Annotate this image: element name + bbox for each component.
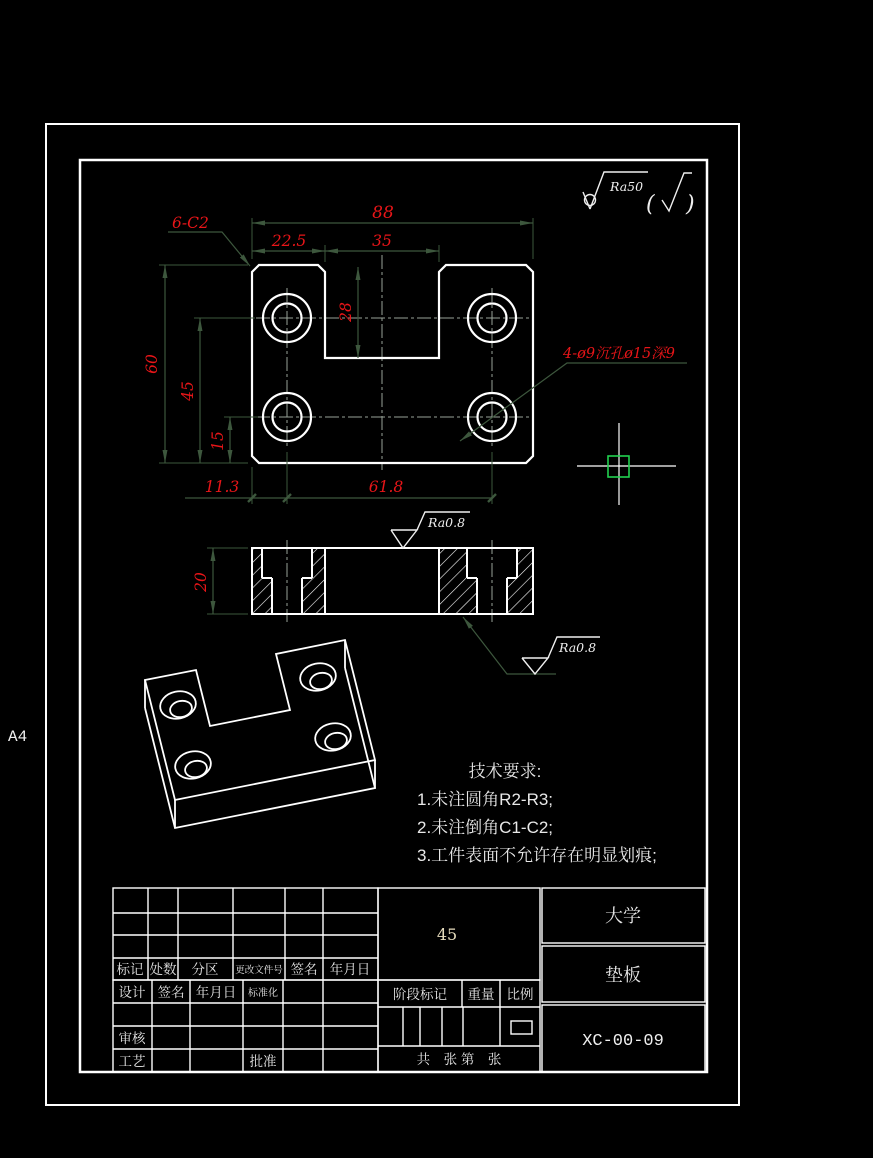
hole-callout-text: 4-ø9沉孔ø15深9	[563, 346, 675, 362]
chamfer-leader	[168, 232, 250, 266]
dim-notch-width: 35	[372, 232, 392, 250]
dim-edge-to-hole: 11.3	[204, 478, 240, 496]
revision-table-labels	[117, 961, 371, 977]
dim-thickness: 20	[192, 572, 210, 592]
top-view	[143, 203, 687, 504]
label-count: 处数	[149, 962, 177, 977]
dim-hole-span: 61.8	[368, 478, 404, 496]
label-date: 年月日	[329, 962, 371, 977]
label-process: 工艺	[118, 1054, 146, 1069]
dim-hole-row-upper: 45	[179, 381, 197, 401]
technical-requirements	[417, 762, 657, 865]
dim-hole-row-lower: 15	[209, 431, 227, 451]
close-paren: )	[686, 192, 695, 217]
dimension-texts	[143, 203, 675, 496]
label-zone: 分区	[191, 962, 219, 977]
general-ra-value: Ra50	[610, 179, 644, 194]
tech-title: 技术要求:	[468, 762, 542, 781]
label-stage: 阶段标记	[393, 987, 447, 1002]
finish-symbol-top	[391, 512, 470, 548]
thickness-dimension	[192, 548, 248, 614]
title-block	[113, 888, 705, 1072]
material-cell	[378, 888, 540, 980]
label-sign2: 签名	[157, 985, 185, 1000]
general-surface-finish	[583, 172, 695, 217]
label-weight: 重量	[467, 987, 495, 1002]
company-name: 大学	[605, 906, 641, 926]
label-sheets: 共 张 第 张	[416, 1052, 502, 1067]
tech-item-3: 3.工件表面不允许存在明显划痕;	[417, 846, 657, 865]
tech-item-2: 2.未注倒角C1-C2;	[417, 818, 554, 837]
finish-symbol-bottom	[463, 617, 600, 674]
section-view	[192, 512, 600, 674]
dim-chamfers: 6-C2	[172, 214, 209, 232]
signature-grid	[113, 980, 378, 1072]
tech-item-1: 1.未注圆角R2-R3;	[417, 790, 554, 809]
dim-overall-width: 88	[372, 203, 394, 223]
dim-notch-depth: 28	[337, 302, 355, 322]
finish-bottom-value: Ra0.8	[559, 640, 597, 655]
section-outline	[252, 548, 533, 614]
label-approve: 批准	[249, 1054, 277, 1069]
finish-top-value: Ra0.8	[428, 515, 466, 530]
label-standard: 标准化	[248, 988, 278, 999]
dim-overall-height: 60	[143, 354, 161, 374]
iso-holes	[158, 660, 354, 782]
label-mark: 标记	[116, 962, 144, 977]
part-name: 垫板	[605, 965, 641, 985]
material-value: 45	[436, 925, 458, 944]
drawing-id-block	[542, 888, 705, 1072]
drawing-number: XC-00-09	[582, 1032, 664, 1051]
section-hatch	[252, 548, 533, 614]
label-change-doc: 更改文件号	[235, 965, 283, 976]
open-paren: (	[646, 192, 655, 217]
label-scale: 比例	[506, 987, 534, 1002]
label-review: 审核	[118, 1031, 146, 1046]
extension-lines	[159, 218, 533, 504]
scale-symbol-icon	[511, 1021, 532, 1034]
label-date2: 年月日	[195, 985, 237, 1000]
sheet-size-label: A4	[8, 728, 28, 746]
label-sign: 签名	[290, 962, 318, 977]
label-design: 设计	[118, 985, 146, 1000]
holes-top-view	[263, 294, 516, 441]
crosshair-cursor	[577, 423, 676, 505]
dim-left-offset: 22.5	[271, 232, 307, 250]
isometric-view	[145, 640, 375, 828]
